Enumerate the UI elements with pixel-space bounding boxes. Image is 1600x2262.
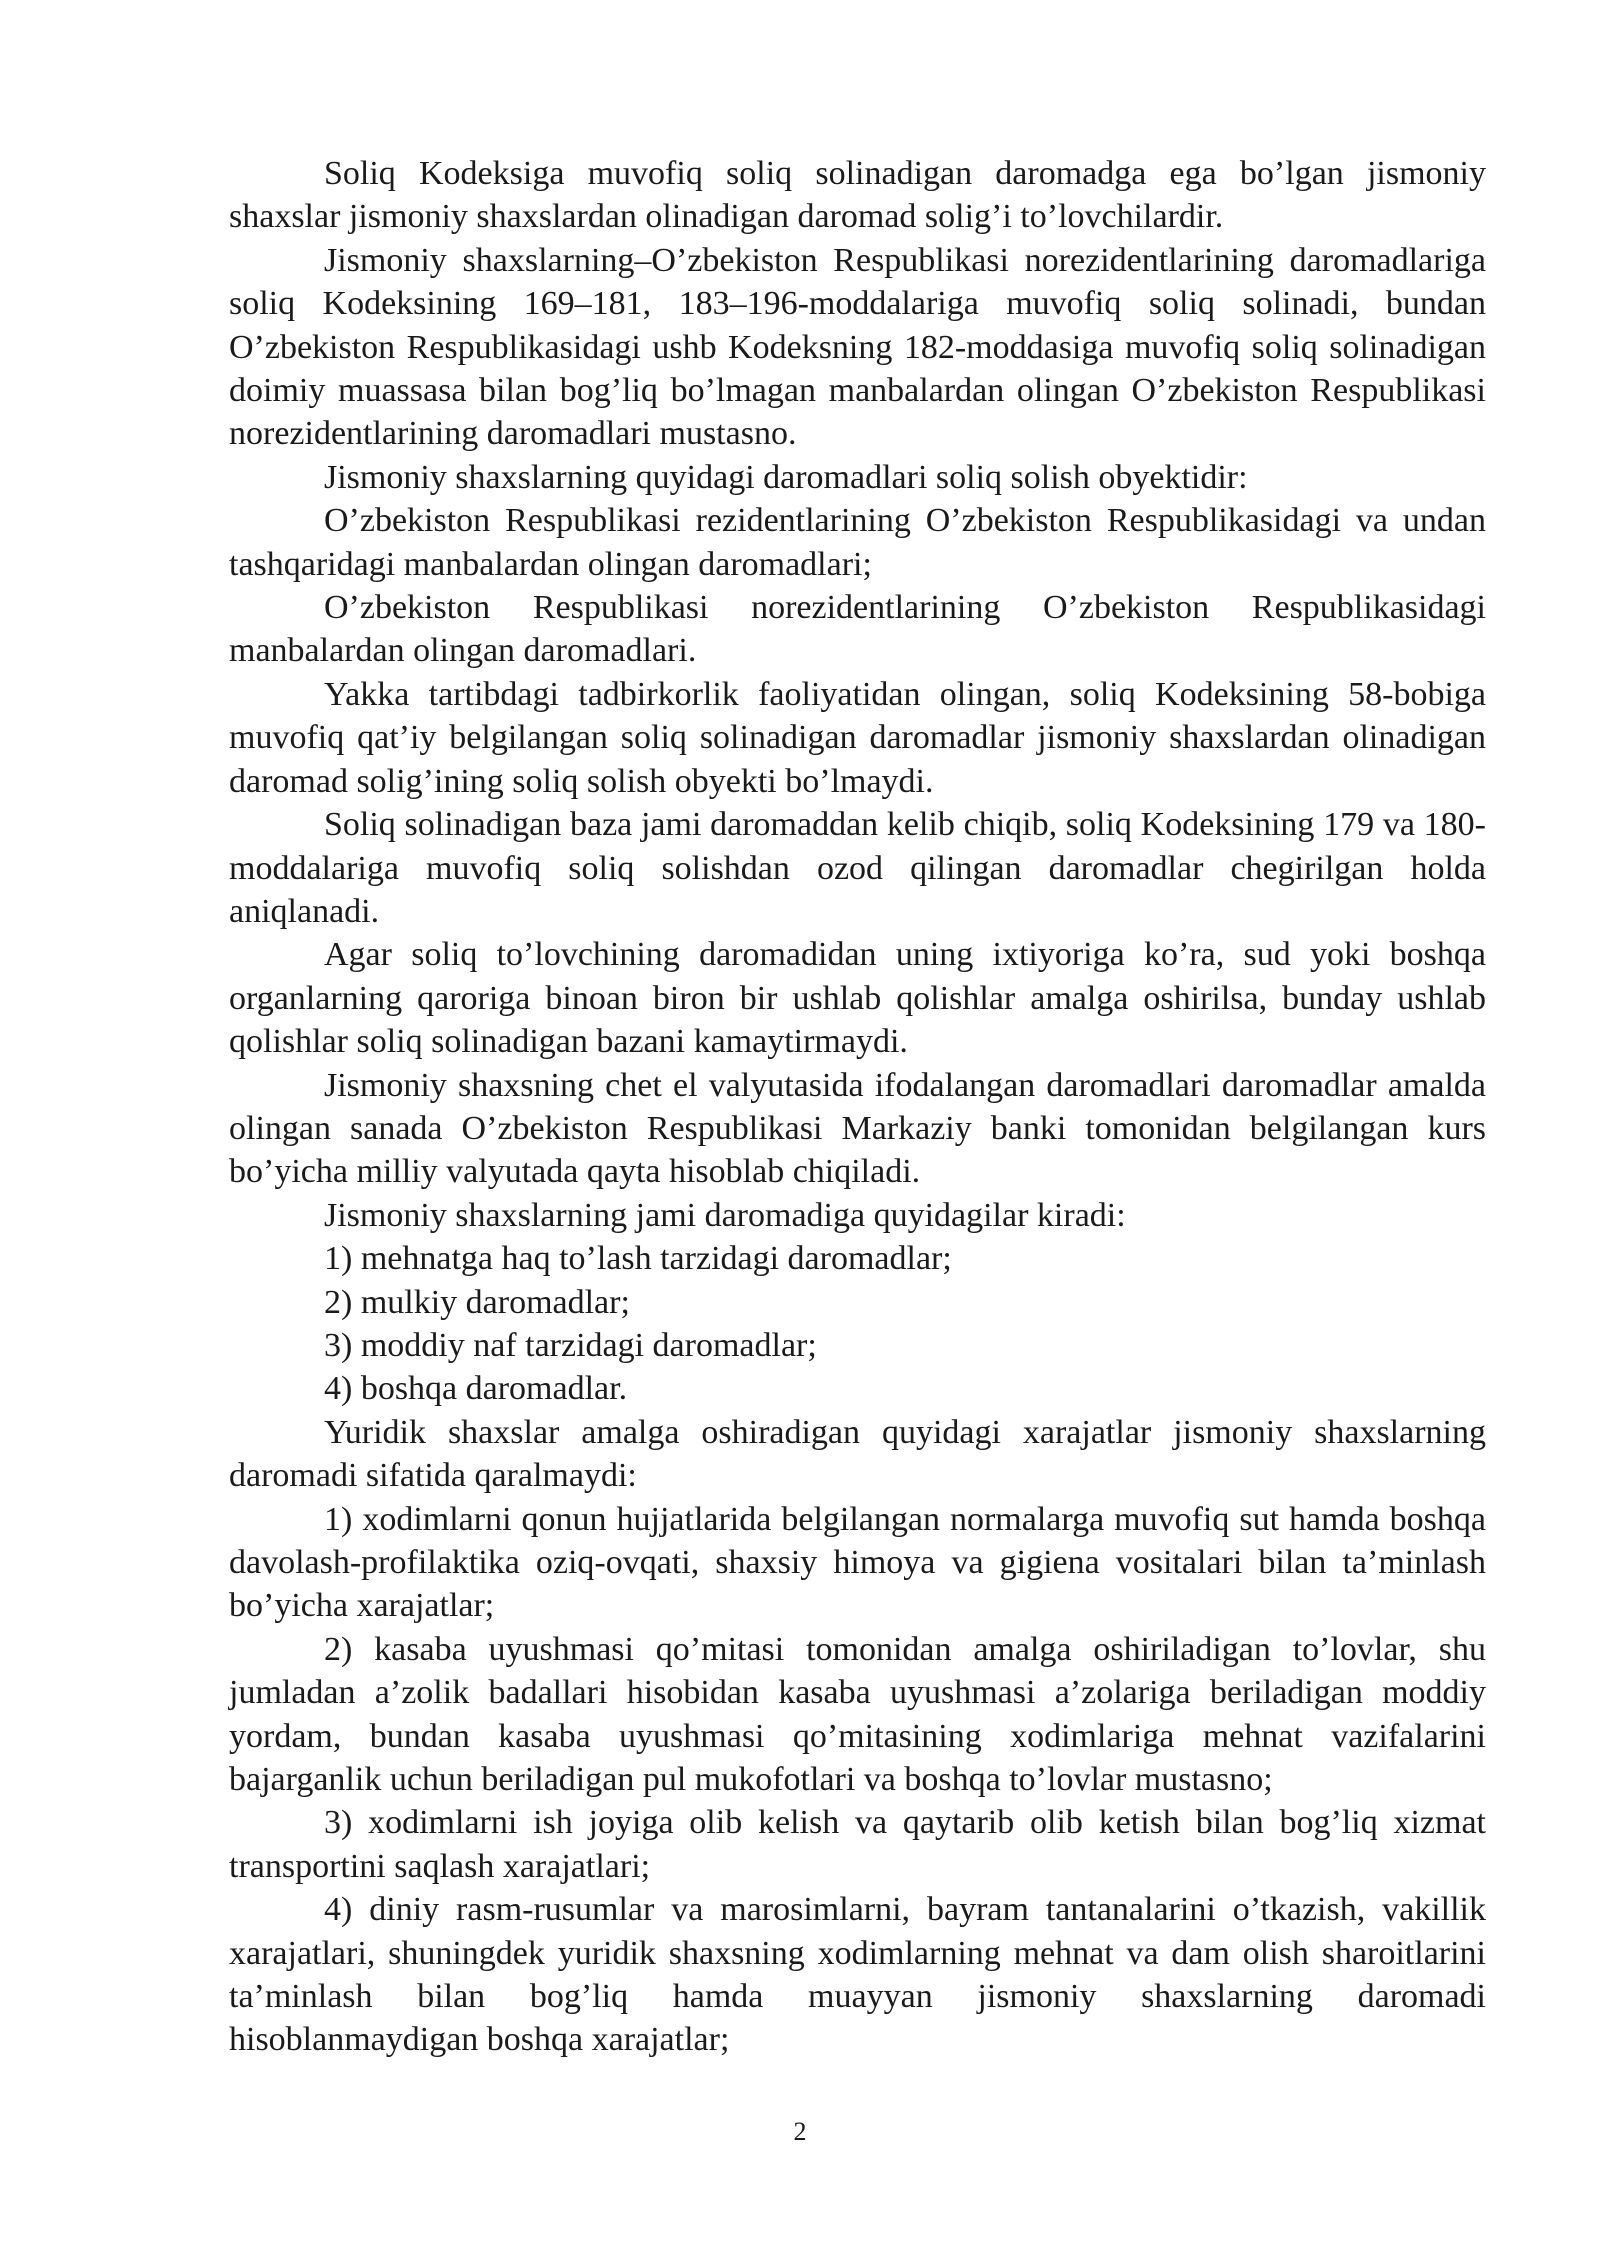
page-number: 2 xyxy=(793,2117,807,2146)
list-item: 2) kasaba uyushmasi qo’mitasi tomonidan amalga oshiriladigan to’lovlar, shu jumladan a’zolik badallari hisobidan kasaba uyushmasi a’zolariga beriladigan moddiy yordam, bundan kasaba uyushmasi qo’mitasining xodimlariga mehnat vazifalarini bajarganlik uchun beriladigan pul mukofotlari va boshqa to’lovlar mustasno; xyxy=(229,1630,1486,1799)
body-text xyxy=(229,152,1486,2062)
list-item: 2) mulkiy daromadlar; xyxy=(324,1283,630,1321)
paragraph: O’zbekiston Respublikasi norezidentlarining O’zbekiston Respublikasidagi manbalardan olingan daromadlari. xyxy=(229,589,1486,670)
list-item: 4) boshqa daromadlar. xyxy=(324,1370,628,1408)
list-item: 4) diniy rasm-rusumlar va marosimlarni, bayram tantanalarini o’tkazish, vakillik xarajatlari, shuningdek yuridik shaxsning xodimlarning mehnat va dam olish sharoitlarini ta’minlash bilan bog’liq hamda muayyan jismoniy shaxslarning daromadi hisoblanmaydigan boshqa xarajatlar; xyxy=(229,1891,1486,2059)
list-item: 1) xodimlarni qonun hujjatlarida belgilangan normalarga muvofiq sut hamda boshqa davolash-profilaktika oziq-ovqati, shaxsiy himoya va gigiena vositalari bilan ta’minlash bo’yicha xarajatlar; xyxy=(229,1500,1486,1625)
list-item: 3) xodimlarni ish joyiga olib kelish va qaytarib olib ketish bilan bog’liq xizmat transportini saqlash xarajatlari; xyxy=(229,1804,1486,1885)
paragraph: Agar soliq to’lovchining daromadidan uning ixtiyoriga ko’ra, sud yoki boshqa organlarning qaroriga binoan biron bir ushlab qolishlar amalga oshirilsa, bunday ushlab qolishlar soliq solinadigan bazani kamaytirmaydi. xyxy=(229,936,1486,1061)
paragraph: Jismoniy shaxslarning jami daromadiga quyidagilar kiradi: xyxy=(324,1196,1126,1234)
paragraph: Jismoniy shaxslarning quyidagi daromadlari soliq solish obyektidir: xyxy=(324,458,1248,496)
paragraph: Jismoniy shaxslarning–O’zbekiston Respublikasi norezidentlarining daromadlariga soliq Kodeksining 169–181, 183–196-moddalariga muvofiq soliq solinadi, bundan O’zbekiston Respublikasidagi ushb Kodeksning 182-moddasiga muvofiq soliq solinadigan doimiy muassasa bilan bog’liq bo’lmagan manbalardan olingan O’zbekiston Respublikasi norezidentlarining daromadlari mustasno. xyxy=(229,241,1486,453)
paragraph: Yakka tartibdagi tadbirkorlik faoliyatidan olingan, soliq Kodeksining 58-bobiga muvofiq qat’iy belgilangan soliq solinadigan daromadlar jismoniy shaxslardan olinadigan daromad solig’ining soliq solish obyekti bo’lmaydi. xyxy=(229,675,1486,800)
paragraph: Soliq solinadigan baza jami daromaddan kelib chiqib, soliq Kodeksining 179 va 180-moddalariga muvofiq soliq solishdan ozod qilingan daromadlar chegirilgan holda aniqlanadi. xyxy=(229,806,1486,930)
paragraph: Yuridik shaxslar amalga oshiradigan quyidagi xarajatlar jismoniy shaxslarning daromadi sifatida qaralmaydi: xyxy=(229,1413,1486,1495)
list-item: 1) mehnatga haq to’lash tarzidagi daromadlar; xyxy=(324,1240,952,1278)
paragraph: O’zbekiston Respublikasi rezidentlarining O’zbekiston Respublikasidagi va undan tashqaridagi manbalardan olingan daromadlari; xyxy=(229,502,1486,583)
paragraph: Soliq Kodeksiga muvofiq soliq solinadigan daromadga ega bo’lgan jismoniy shaxslar jismoniy shaxslardan olinadigan daromad solig’i to’lovchilardir. xyxy=(229,155,1486,236)
list-item: 3) moddiy naf tarzidagi daromadlar; xyxy=(324,1326,817,1364)
paragraph: Jismoniy shaxsning chet el valyutasida ifodalangan daromadlari daromadlar amalda olingan sanada O’zbekiston Respublikasi Markaziy banki tomonidan belgilangan kurs bo’yicha milliy valyutada qayta hisoblab chiqiladi. xyxy=(229,1066,1486,1191)
